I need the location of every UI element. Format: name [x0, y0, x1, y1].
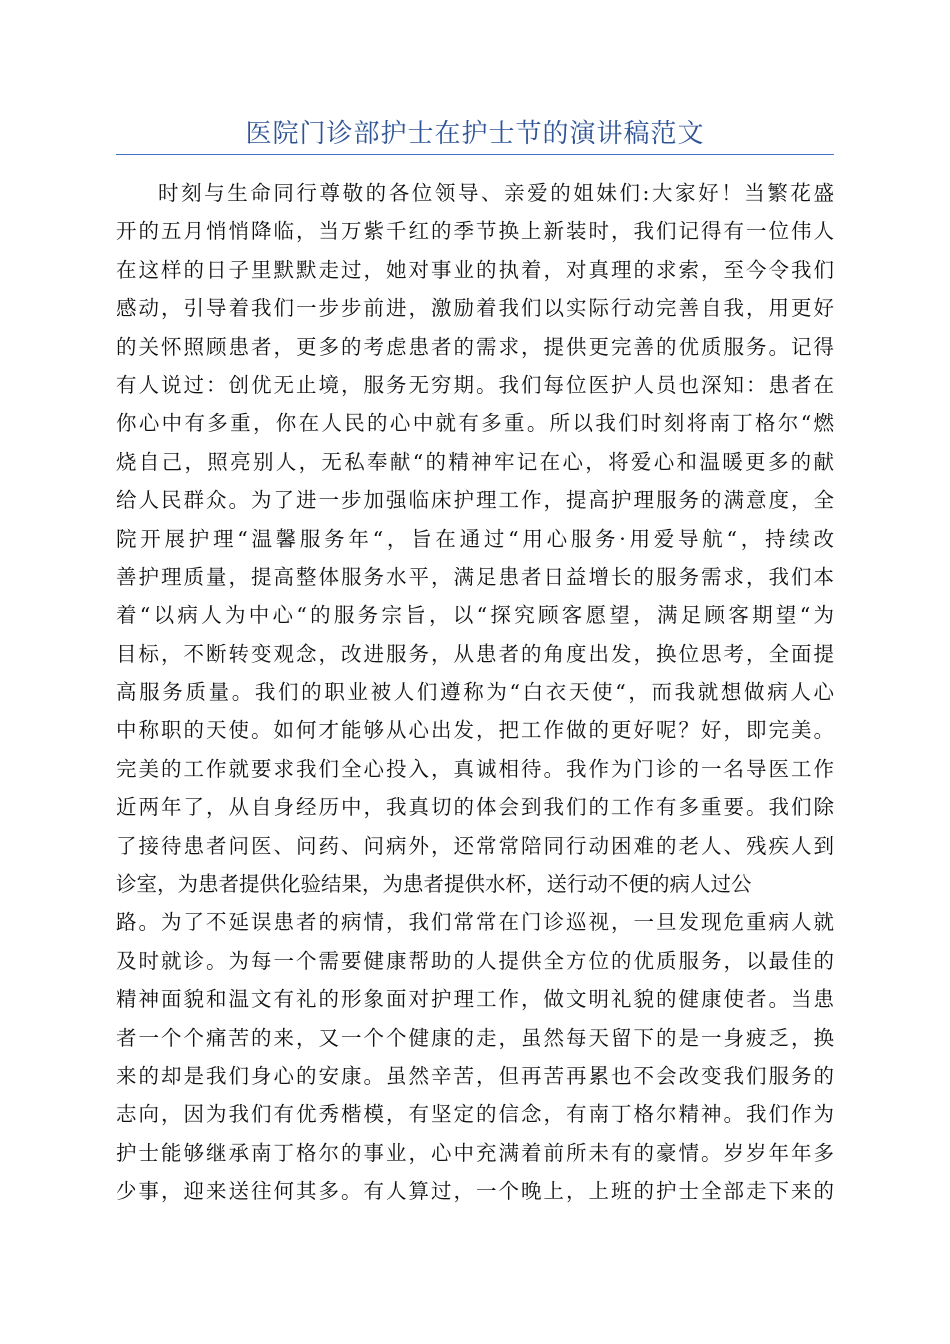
paragraph-line: 了接待患者问医、问药、问病外，还常常陪同行动困难的老人、残疾人到	[116, 833, 834, 858]
paragraph-line: 及时就诊。为每一个需要健康帮助的人提供全方位的优质服务，以最佳的	[116, 948, 834, 973]
paragraph-line: 感动，引导着我们一步步前进，激励着我们以实际行动完善自我，用更好	[116, 296, 834, 321]
paragraph-line: 近两年了，从自身经历中，我真切的体会到我们的工作有多重要。我们除	[116, 795, 834, 820]
paragraph-line: 者一个个痛苦的来，又一个个健康的走，虽然每天留下的是一身疲乏，换	[116, 1025, 834, 1050]
paragraph-line: 院开展护理“温馨服务年“，旨在通过“用心服务·用爱导航“，持续改	[116, 526, 834, 551]
title-underline	[116, 154, 834, 155]
paragraph-line: 路。为了不延误患者的病情，我们常常在门诊巡视，一旦发现危重病人就	[116, 910, 834, 935]
paragraph-line: 善护理质量，提高整体服务水平，满足患者日益增长的服务需求，我们本	[116, 564, 834, 589]
paragraph-line: 时刻与生命同行尊敬的各位领导、亲爱的姐妹们:大家好！当繁花盛	[158, 181, 834, 205]
paragraph-line: 精神面貌和温文有礼的形象面对护理工作，做文明礼貌的健康使者。当患	[116, 987, 834, 1012]
paragraph-line: 诊室，为患者提供化验结果，为患者提供水杯，送行动不便的病人过公	[116, 872, 752, 897]
paragraph-line: 着“以病人为中心“的服务宗旨，以“探究顾客愿望，满足顾客期望“为	[116, 603, 834, 628]
document-body	[116, 174, 834, 1211]
paragraph-line: 来的却是我们身心的安康。虽然辛苦，但再苦再累也不会改变我们服务的	[116, 1063, 834, 1088]
paragraph-line: 有人说过：创优无止境，服务无穷期。我们每位医护人员也深知：患者在	[116, 372, 834, 397]
paragraph-line: 完美的工作就要求我们全心投入，真诚相待。我作为门诊的一名导医工作	[116, 756, 834, 781]
paragraph-line: 给人民群众。为了进一步加强临床护理工作，提高护理服务的满意度，全	[116, 488, 834, 513]
paragraph-line: 少事，迎来送往何其多。有人算过，一个晚上，上班的护士全部走下来的	[116, 1179, 834, 1204]
paragraph-line: 目标，不断转变观念，改进服务，从患者的角度出发，换位思考，全面提	[116, 641, 834, 666]
paragraph-line: 开的五月悄悄降临，当万紫千红的季节换上新装时，我们记得有一位伟人	[116, 219, 834, 244]
paragraph-line: 烧自己，照亮别人，无私奉献“的精神牢记在心，将爱心和温暖更多的献	[116, 449, 834, 474]
document-title: 医院门诊部护士在护士节的演讲稿范文	[245, 119, 705, 149]
paragraph-line: 的关怀照顾患者，更多的考虑患者的需求，提供更完善的优质服务。记得	[116, 334, 834, 359]
paragraph-line: 护士能够继承南丁格尔的事业，心中充满着前所未有的豪情。岁岁年年多	[116, 1140, 834, 1165]
paragraph-line: 高服务质量。我们的职业被人们遵称为“白衣天使“，而我就想做病人心	[116, 680, 834, 705]
paragraph-line: 中称职的天使。如何才能够从心出发，把工作做的更好呢？好，即完美。	[116, 718, 834, 743]
paragraph-line: 你心中有多重，你在人民的心中就有多重。所以我们时刻将南丁格尔“燃	[116, 411, 834, 436]
paragraph-line: 志向，因为我们有优秀楷模，有坚定的信念，有南丁格尔精神。我们作为	[116, 1102, 834, 1127]
paragraph-line: 在这样的日子里默默走过，她对事业的执着，对真理的求索，至今令我们	[116, 257, 834, 282]
